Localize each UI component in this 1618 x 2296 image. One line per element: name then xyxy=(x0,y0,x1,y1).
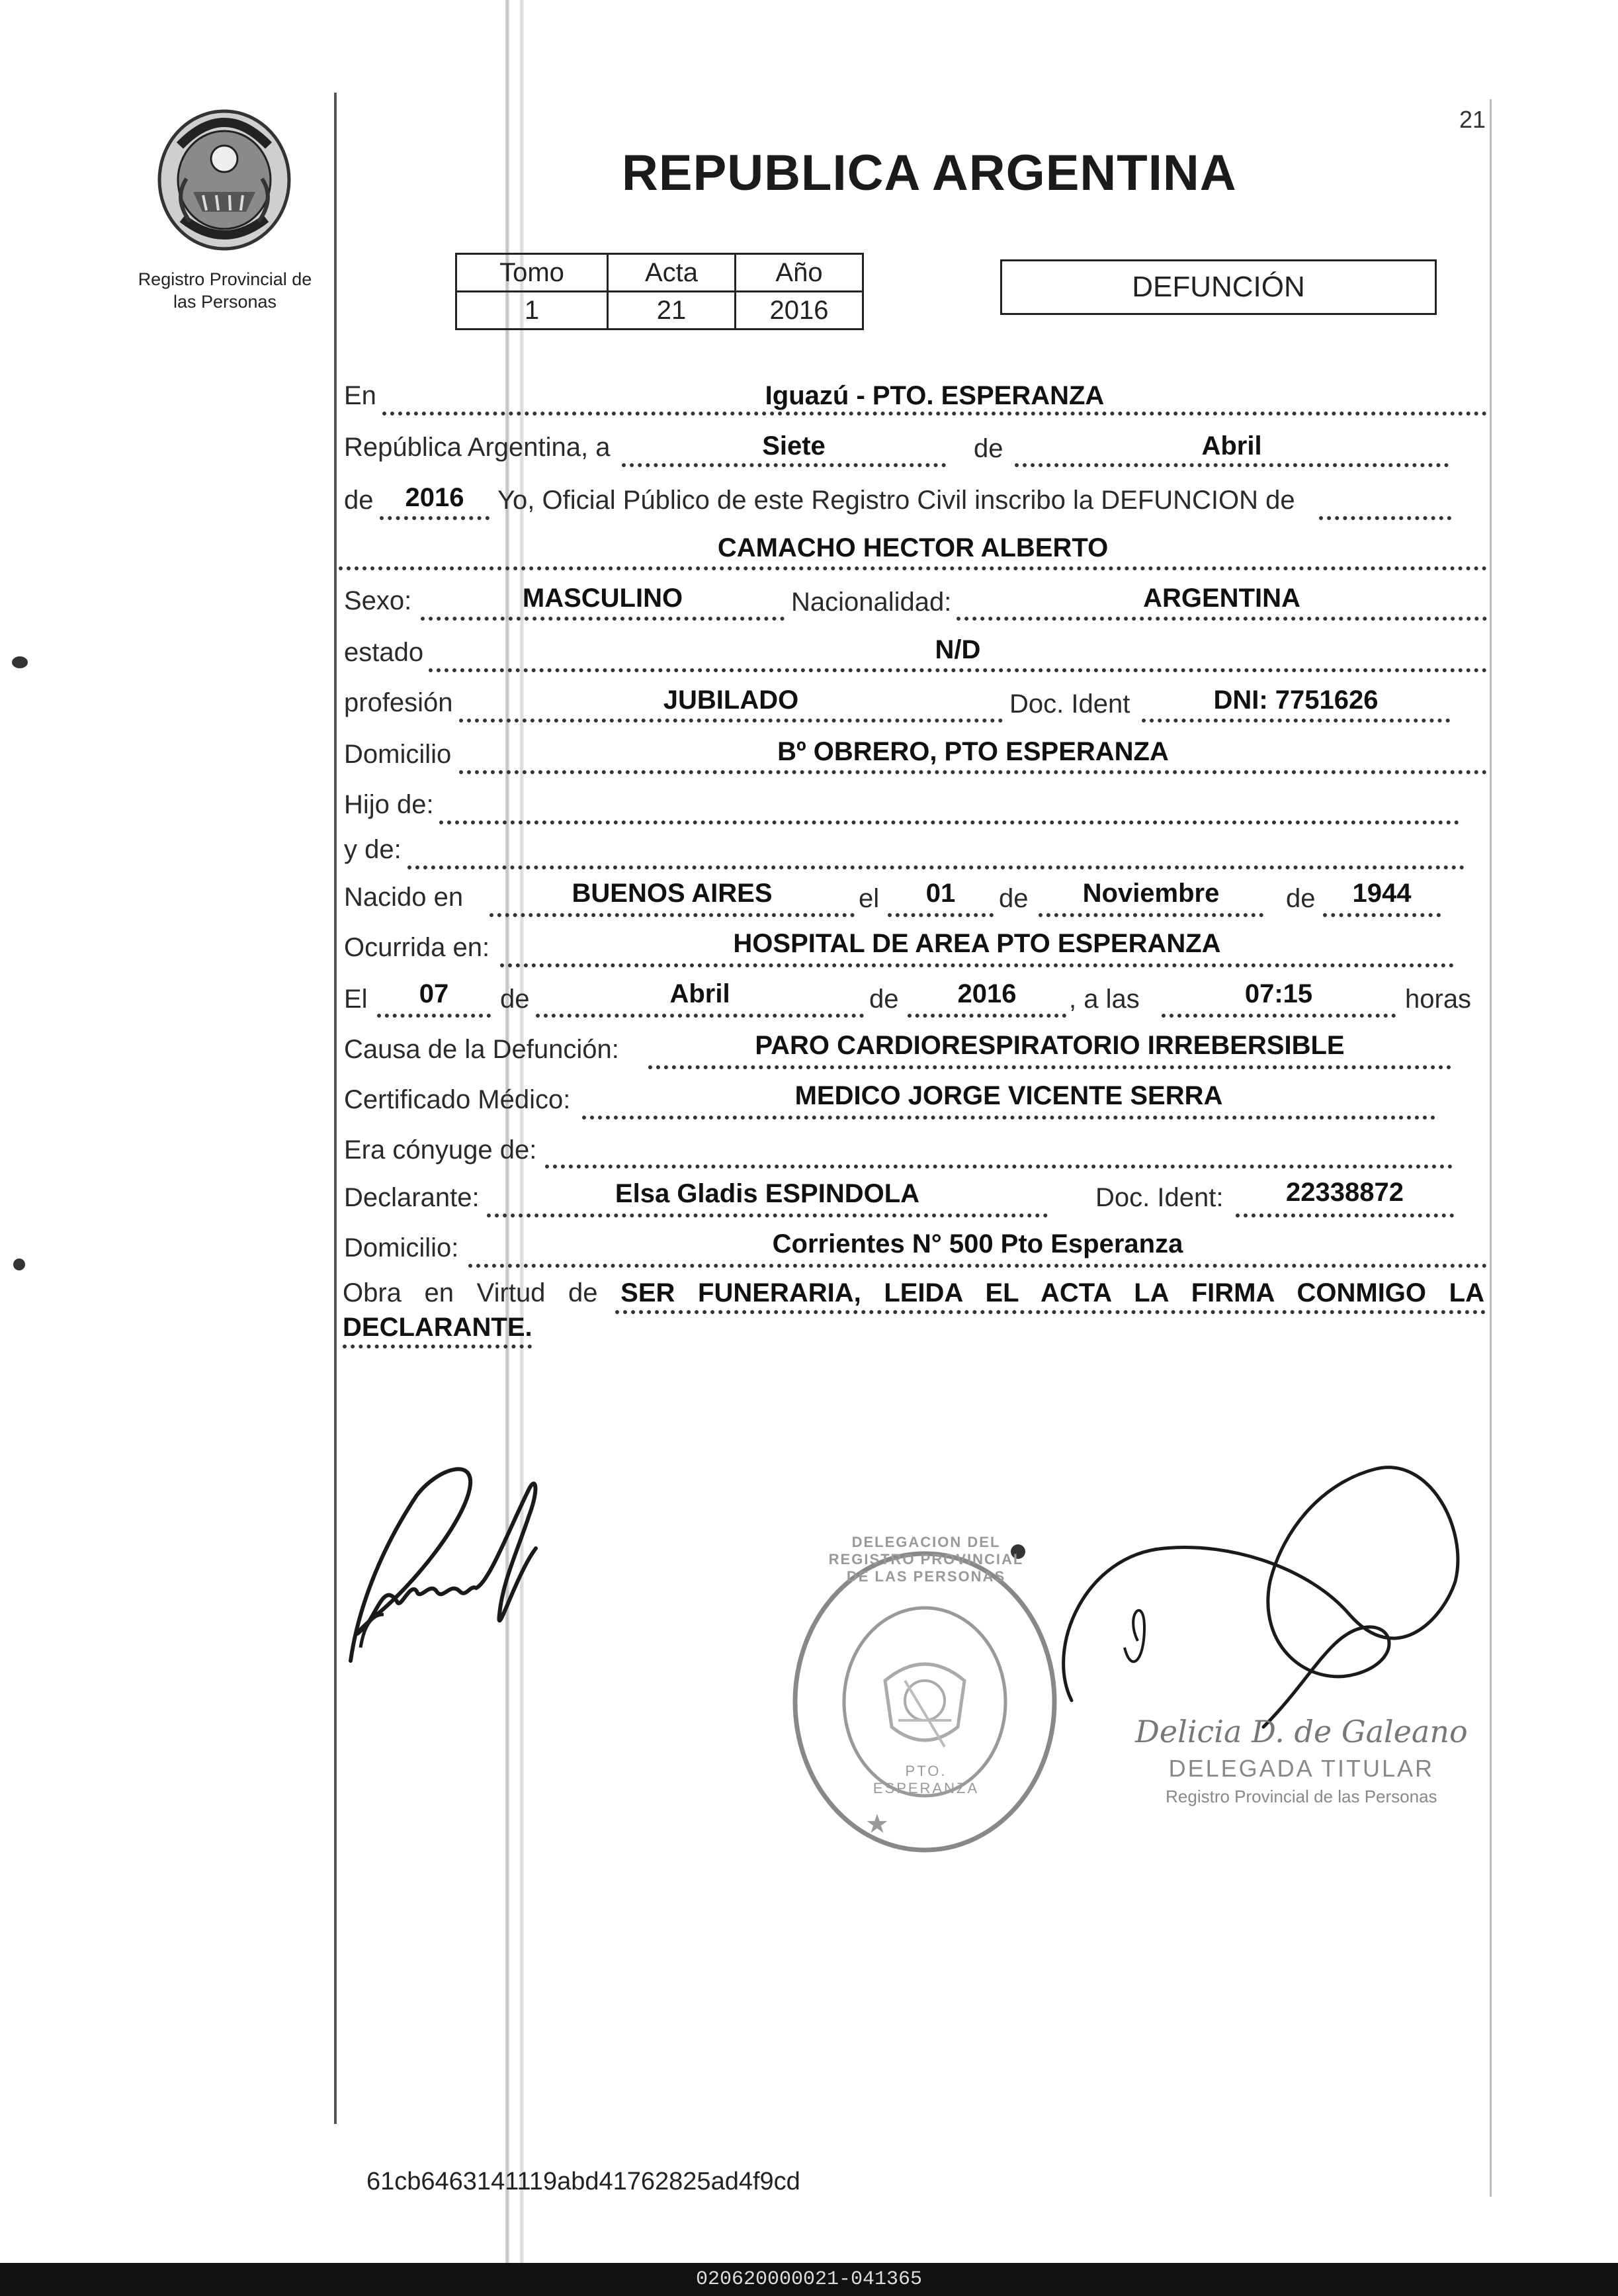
official-signature-name: Delicia D. de Galeano xyxy=(1135,1714,1468,1749)
dotted-line xyxy=(648,1065,1451,1069)
dotted-line xyxy=(382,412,1487,416)
scan-speck xyxy=(13,1258,25,1270)
record-table-header: Tomo xyxy=(456,254,608,292)
misiones-coat-of-arms-logo xyxy=(153,106,295,251)
dotted-line xyxy=(888,913,994,917)
ocurrida-en-value: HOSPITAL DE AREA PTO ESPERANZA xyxy=(733,929,1221,958)
domicilio-label: Domicilio xyxy=(344,740,452,769)
obra-prefix: Obra en Virtud de xyxy=(343,1278,598,1307)
death-month-value: Abril xyxy=(669,979,730,1008)
obra-en-virtud-text xyxy=(343,1278,1484,1308)
dotted-line xyxy=(908,1014,1066,1018)
dotted-line xyxy=(615,1310,1486,1314)
de-label: de xyxy=(500,985,530,1014)
dotted-line xyxy=(459,770,1487,774)
declarante-domicilio-value: Corrientes N° 500 Pto Esperanza xyxy=(772,1229,1183,1258)
de-label: de xyxy=(869,985,899,1014)
a-las-label: , a las xyxy=(1069,985,1140,1014)
certificado-value: MEDICO JORGE VICENTE SERRA xyxy=(794,1081,1223,1110)
record-table-header-row xyxy=(456,254,863,292)
place-value: Iguazú - PTO. ESPERANZA xyxy=(765,381,1105,410)
death-year-value: 2016 xyxy=(957,979,1017,1008)
document-title: REPUBLICA ARGENTINA xyxy=(622,145,1237,201)
registry-seal-stamp xyxy=(786,1548,1064,1859)
declarante-doc-value: 22338872 xyxy=(1286,1178,1404,1207)
record-table-cell: 2016 xyxy=(736,292,863,330)
birth-day-value: 01 xyxy=(925,879,956,908)
page-number: 21 xyxy=(1459,106,1486,133)
declarante-value: Elsa Gladis ESPINDOLA xyxy=(615,1179,920,1208)
official-office: Registro Provincial de las Personas xyxy=(1166,1787,1437,1806)
doc-ident-value: DNI: 7751626 xyxy=(1213,685,1379,715)
record-table-value-row xyxy=(456,292,863,330)
dotted-line xyxy=(1015,463,1449,467)
declarante-label: Declarante: xyxy=(344,1183,480,1212)
dotted-line xyxy=(343,1345,532,1348)
de-label: de xyxy=(974,434,1003,463)
birth-month-value: Noviembre xyxy=(1082,879,1220,908)
registry-name-line2: las Personas xyxy=(173,292,277,312)
registry-name-line1: Registro Provincial de xyxy=(138,269,312,289)
causa-label: Causa de la Defunción: xyxy=(344,1035,619,1064)
stamp-outer-text: DELEGACION DEL REGISTRO PROVINCIAL DE LAS PERSONAS xyxy=(828,1534,1024,1585)
dotted-line xyxy=(536,1014,864,1018)
nacido-en-label: Nacido en xyxy=(344,883,464,912)
conyuge-label: Era cónyuge de: xyxy=(344,1135,537,1165)
dotted-line xyxy=(545,1165,1453,1169)
registry-name xyxy=(126,268,324,313)
paper-fold-line xyxy=(520,0,524,2263)
dotted-line xyxy=(380,516,490,520)
sexo-label: Sexo: xyxy=(344,586,412,615)
doc-ident-label: Doc. Ident xyxy=(1009,689,1130,719)
nacido-en-value: BUENOS AIRES xyxy=(572,879,773,908)
record-table-header: Año xyxy=(736,254,863,292)
deceased-name-value: CAMACHO HECTOR ALBERTO xyxy=(717,533,1109,562)
stamp-inner-text: PTO. ESPERANZA xyxy=(873,1763,980,1796)
dotted-line xyxy=(622,463,946,467)
el-label: el xyxy=(859,884,880,913)
month-value: Abril xyxy=(1201,431,1262,461)
record-table-cell: 1 xyxy=(456,292,608,330)
record-table-cell: 21 xyxy=(608,292,736,330)
domicilio-value: Bº OBRERO, PTO ESPERANZA xyxy=(777,737,1169,766)
obra-text-continued: DECLARANTE. xyxy=(343,1313,532,1342)
ocurrida-en-label: Ocurrida en: xyxy=(344,933,490,962)
republica-label: República Argentina, a xyxy=(344,433,611,462)
profesion-label: profesión xyxy=(344,688,453,717)
hijo-de-label: Hijo de: xyxy=(344,790,434,819)
de-label: de xyxy=(344,486,374,515)
day-word-value: Siete xyxy=(762,431,826,461)
dotted-line xyxy=(468,1264,1487,1268)
estado-label: estado xyxy=(344,638,424,667)
obra-text: SER FUNERARIA, LEIDA EL ACTA LA FIRMA CONMIGO LA xyxy=(620,1278,1484,1307)
dotted-line xyxy=(1236,1214,1454,1217)
nacionalidad-value: ARGENTINA xyxy=(1143,584,1300,613)
dotted-line xyxy=(1323,913,1441,917)
year-value: 2016 xyxy=(405,483,464,512)
dotted-line xyxy=(421,617,785,621)
dotted-line xyxy=(487,1214,1048,1217)
causa-value: PARO CARDIORESPIRATORIO IRREBERSIBLE xyxy=(755,1031,1345,1060)
dotted-line xyxy=(407,865,1465,869)
domicilio-label: Domicilio: xyxy=(344,1233,459,1262)
record-table-header: Acta xyxy=(608,254,736,292)
dotted-line xyxy=(339,566,1487,570)
dotted-line xyxy=(377,1014,491,1018)
dotted-line xyxy=(459,719,1003,723)
dotted-line xyxy=(490,913,855,917)
dotted-line xyxy=(1142,719,1450,723)
el-label: El xyxy=(344,985,368,1014)
left-margin-rule xyxy=(334,93,337,2124)
document-hash: 61cb6463141119abd41762825ad4f9cd xyxy=(366,2168,800,2195)
horas-label: horas xyxy=(1405,985,1472,1014)
dotted-line xyxy=(439,820,1459,824)
birth-year-value: 1944 xyxy=(1352,879,1412,908)
right-margin-rule xyxy=(1490,99,1492,2197)
dotted-line xyxy=(500,963,1454,967)
dotted-line xyxy=(1039,913,1263,917)
record-type-box: DEFUNCIÓN xyxy=(1000,259,1437,315)
profesion-value: JUBILADO xyxy=(663,685,799,715)
official-position: DELEGADA TITULAR xyxy=(1168,1755,1435,1782)
dotted-line xyxy=(957,617,1487,621)
dotted-line xyxy=(582,1116,1435,1120)
certificado-label: Certificado Médico: xyxy=(344,1085,571,1114)
sexo-value: MASCULINO xyxy=(522,584,683,613)
de-label: de xyxy=(999,884,1029,913)
death-time-value: 07:15 xyxy=(1244,979,1313,1008)
death-day-value: 07 xyxy=(419,979,449,1008)
svg-text:★: ★ xyxy=(865,1810,889,1839)
scan-id-bar: 020620000021-041365 xyxy=(0,2263,1618,2296)
declarante-signature xyxy=(337,1449,602,1674)
en-label: En xyxy=(344,381,376,410)
nacionalidad-label: Nacionalidad: xyxy=(791,588,952,617)
official-block xyxy=(1135,1714,1468,1807)
dotted-line xyxy=(429,668,1487,672)
oficial-text: Yo, Oficial Público de este Registro Civil inscribo la DEFUNCION de xyxy=(497,486,1295,515)
paper-fold-line xyxy=(505,0,509,2263)
dotted-line xyxy=(1319,516,1451,520)
doc-ident-label: Doc. Ident: xyxy=(1095,1183,1224,1212)
y-de-label: y de: xyxy=(344,835,402,864)
scan-speck xyxy=(12,656,28,668)
estado-value: N/D xyxy=(935,635,981,664)
record-table xyxy=(455,253,864,330)
dotted-line xyxy=(1162,1014,1396,1018)
de-label: de xyxy=(1286,884,1316,913)
